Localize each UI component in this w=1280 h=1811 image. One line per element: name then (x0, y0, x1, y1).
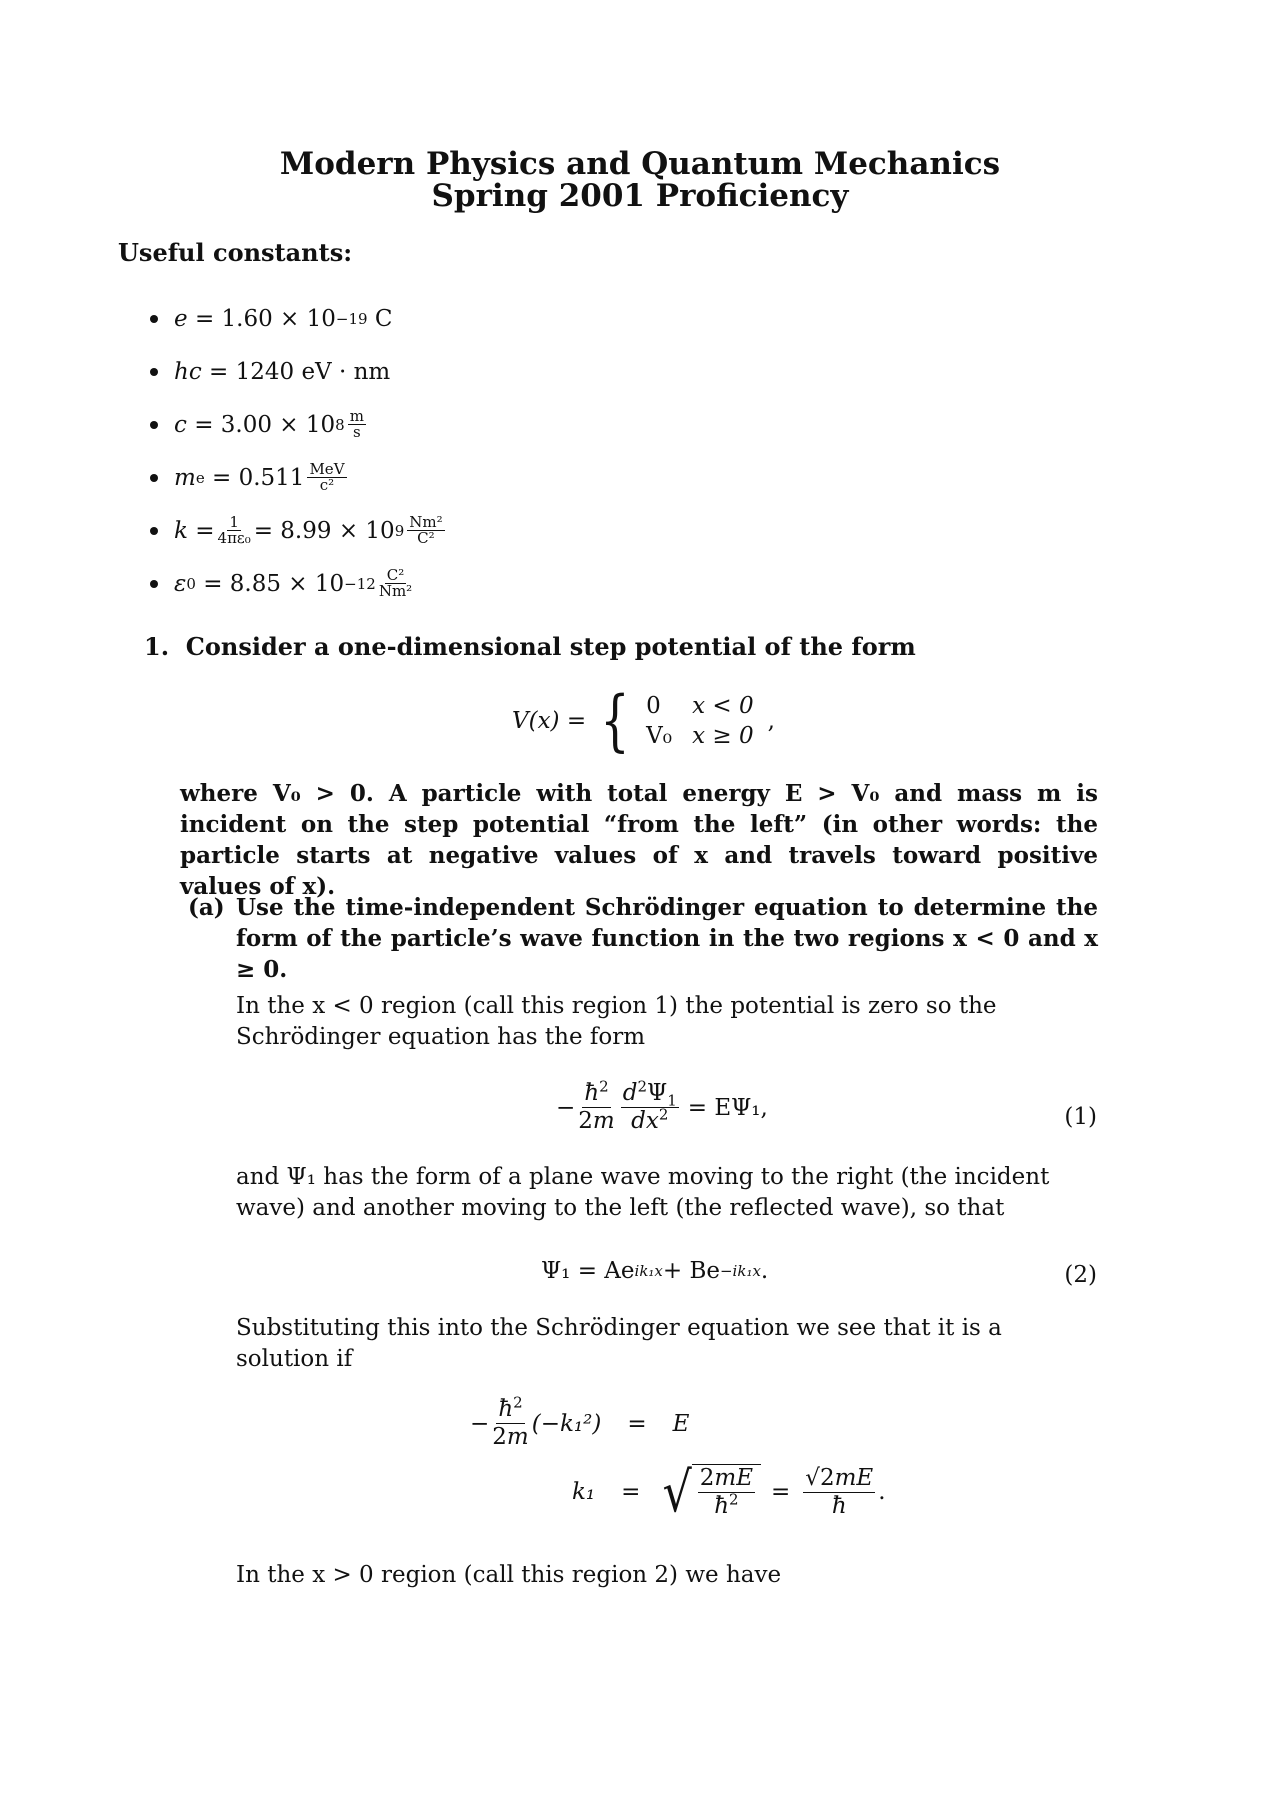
equation-3-line-1: − $\frac{ħ^2}{2m}$ (−k₁²) = E (470, 1393, 690, 1450)
problem-1-statement: 1. Consider a one-dimensional step potential of the form (144, 632, 916, 661)
part-a-text-3: Substituting this into the Schrödinger equation we see that it is a solution if (236, 1315, 1002, 1372)
constant-item: hc = 1240 eV · nm (150, 345, 448, 398)
constants-list (150, 292, 448, 610)
constant-item: k = $\frac{1}{\text{4πε₀}}$ = 8.99 × 10 9 $\frac{\text{Nm²}}{\text{C²}}$ (150, 504, 448, 557)
equation-2: Ψ₁ = Ae ik₁x + Be −ik₁x . (541, 1258, 769, 1284)
bullet-icon (150, 580, 158, 588)
part-a-text-1: In the x < 0 region (call this region 1) the potential is zero so the Schrödinger equation has the form (236, 993, 997, 1050)
part-a-text-4: In the x > 0 region (call this region 2) we have (236, 1562, 782, 1588)
bullet-icon (150, 421, 158, 429)
bullet-icon (150, 474, 158, 482)
potential-equation: V(x) = { 0 x < 0 V₀ x ≥ 0 , (512, 682, 775, 759)
part-a-question: (a) Use the time-independent Schrödinger equation to determine the form of the particle’s wave function in the two regions x < 0 and x ≥ 0. (188, 894, 1098, 983)
page-title (0, 148, 1280, 212)
title-line-2: Spring 2001 Proficiency (431, 178, 849, 214)
bullet-icon (150, 315, 158, 323)
constants-heading: Useful constants: (118, 238, 353, 267)
constant-item: ε 0 = 8.85 × 10 −12 $\frac{\text{C²}}{\text{Nm²}}$ (150, 557, 448, 610)
bullet-icon (150, 368, 158, 376)
equation-3-line-2: k₁ = √ $\frac{2mE}{ħ^2}$ = $\frac{√2mE}{ħ}$ . (572, 1459, 886, 1525)
problem-1-description: where V₀ > 0. A particle with total energy E > V₀ and mass m is incident on the step potential “from the left” (in other words: the particle starts at negative values of x and travels toward positive values of x). (180, 780, 1098, 900)
equation-1: − $\frac{ħ^2}{2m}$ $\frac{d^2\Psi_1}{dx^2}$ = EΨ₁, (556, 1077, 768, 1134)
constant-item: e = 1.60 × 10 −19 C (150, 292, 448, 345)
part-a-text-2: and Ψ₁ has the form of a plane wave moving to the right (the incident wave) and another moving to the left (the reflected wave), so that (236, 1164, 1050, 1221)
constant-item: m e = 0.511 $\frac{\text{MeV}}{\text{c²}}$ (150, 451, 448, 504)
bullet-icon (150, 527, 158, 535)
constant-item: c = 3.00 × 10 8 $\frac{m}{s}$ (150, 398, 448, 451)
equation-1-number: (1) (1064, 1104, 1097, 1130)
title-line-1: Modern Physics and Quantum Mechanics (279, 146, 1001, 182)
equation-2-number: (2) (1064, 1262, 1097, 1288)
